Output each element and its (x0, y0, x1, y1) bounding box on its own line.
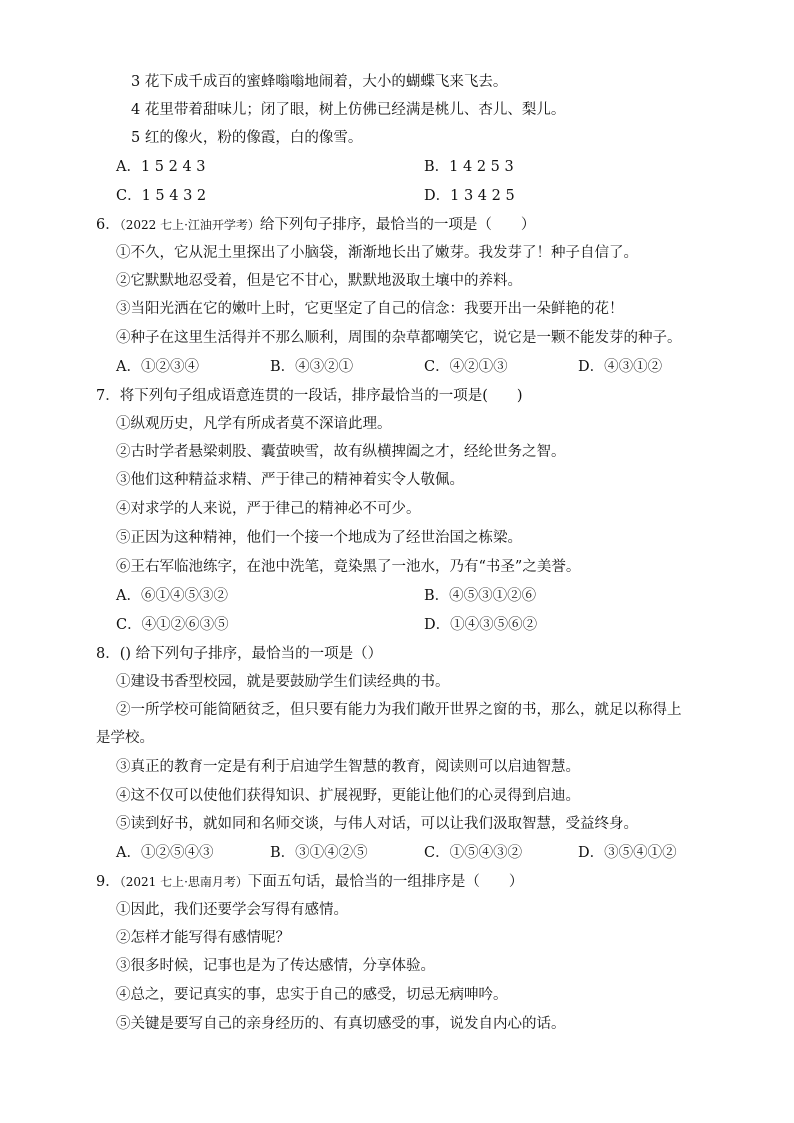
q8-option-b: B．③①④②⑤ (270, 845, 368, 861)
q8-item-2-continued: 是学校。 (96, 730, 154, 746)
q6-option-b: B．④③②① (270, 359, 354, 375)
q9-item-4: ④总之，要记真实的事，忠实于自己的感受，切忌无病呻吟。 (116, 987, 508, 1003)
q7-option-a: A．⑥①④⑤③② (116, 588, 228, 604)
q6-item-3: ③当阳光洒在它的嫩叶上时，它更坚定了自己的信念：我要开出一朵鲜艳的花！ (116, 301, 624, 317)
q7-item-6: ⑥王右军临池练字，在池中洗笔，竟染黑了一池水，乃有“书圣”之美誉。 (116, 559, 581, 575)
q9-item-1: ①因此，我们还要学会写得有感情。 (116, 902, 348, 918)
q8-stem: 8．() 给下列句子排序，最恰当的一项是（） (96, 646, 383, 662)
q7-item-2: ②古时学者悬梁刺股、囊萤映雪，故有纵横捭阖之才，经纶世务之智。 (116, 444, 566, 460)
q9-item-5: ⑤关键是要写自己的亲身经历的、有真切感受的事，说发自内心的话。 (116, 1016, 566, 1032)
q8-item-2: ②一所学校可能简陋贫乏，但只要有能力为我们敞开世界之窗的书，那么，就足以称得上 (116, 702, 682, 718)
q8-item-1: ①建设书香型校园，就是要鼓励学生们读经典的书。 (116, 674, 450, 690)
q5-line-4: 4 花里带着甜味儿；闭了眼，树上仿佛已经满是桃儿、杏儿、梨儿。 (131, 102, 566, 118)
q6-option-c: C．④②①③ (424, 359, 508, 375)
q7-option-d: D．①④③⑤⑥② (424, 617, 538, 633)
q8-option-a: A．①②⑤④③ (116, 845, 214, 861)
q8-item-4: ④这不仅可以使他们获得知识、扩展视野，更能让他们的心灵得到启迪。 (116, 788, 580, 804)
q9-item-3: ③很多时候，记事也是为了传达感情，分享体验。 (116, 958, 435, 974)
q8-option-c: C．①⑤④③② (424, 845, 523, 861)
q6-source: （2022 七上·江油开学考） (119, 218, 260, 232)
q9-number: 9． (96, 874, 120, 890)
q6-item-2: ②它默默地忍受着，但是它不甘心，默默地汲取土壤中的养料。 (116, 273, 522, 289)
q8-item-3: ③真正的教育一定是有利于启迪学生智慧的教育，阅读则可以启迪智慧。 (116, 759, 580, 775)
q5-line-5: 5 红的像火，粉的像霞，白的像雪。 (131, 130, 363, 146)
q6-option-a: A．①②③④ (116, 359, 199, 375)
q7-option-c: C．④①②⑥③⑤ (116, 617, 229, 633)
q7-stem: 7．将下列句子组成语意连贯的一段话，排序最恰当的一项是( ) (96, 388, 523, 404)
q6-option-d: D．④③①② (578, 359, 663, 375)
q7-item-4: ④对求学的人来说，严于律己的精神必不可少。 (116, 501, 421, 517)
q9-stem (96, 872, 523, 892)
q9-stem-text: 下面五句话，最恰当的一组排序是（ ） (247, 874, 524, 890)
q9-item-2: ②怎样才能写得有感情呢？ (116, 930, 290, 946)
q6-stem (96, 215, 535, 235)
q9-source: （2021 七上·思南月考） (119, 875, 248, 889)
q7-option-b: B．④⑤③①②⑥ (424, 588, 537, 604)
q7-item-5: ⑤正因为这种精神，他们一个接一个地成为了经世治国之栋梁。 (116, 530, 522, 546)
q7-item-3: ③他们这种精益求精、严于律己的精神着实令人敬佩。 (116, 472, 464, 488)
q5-option-d: D．1 3 4 2 5 (424, 188, 515, 204)
q5-option-c: C．1 5 4 3 2 (116, 188, 207, 204)
q6-item-4: ④种子在这里生活得并不那么顺利，周围的杂草都嘲笑它，说它是一颗不能发芽的种子。 (116, 330, 682, 346)
q5-line-3: 3 花下成千成百的蜜蜂嗡嗡地闹着，大小的蝴蝶飞来飞去。 (131, 74, 508, 90)
q7-item-1: ①纵观历史，凡学有所成者莫不深谙此理。 (116, 416, 392, 432)
q8-item-5: ⑤读到好书，就如同和名师交谈，与伟人对话，可以让我们汲取智慧，受益终身。 (116, 816, 638, 832)
q6-item-1: ①不久，它从泥土里探出了小脑袋，渐渐地长出了嫩芽。我发芽了！种子自信了。 (116, 245, 638, 261)
q5-option-b: B．1 4 2 5 3 (424, 159, 514, 175)
q5-option-a: A．1 5 2 4 3 (116, 159, 206, 175)
q8-option-d: D．③⑤④①② (578, 845, 677, 861)
q6-number: 6． (96, 217, 120, 233)
q6-stem-text: 给下列句子排序，最恰当的一项是（ ） (259, 217, 536, 233)
